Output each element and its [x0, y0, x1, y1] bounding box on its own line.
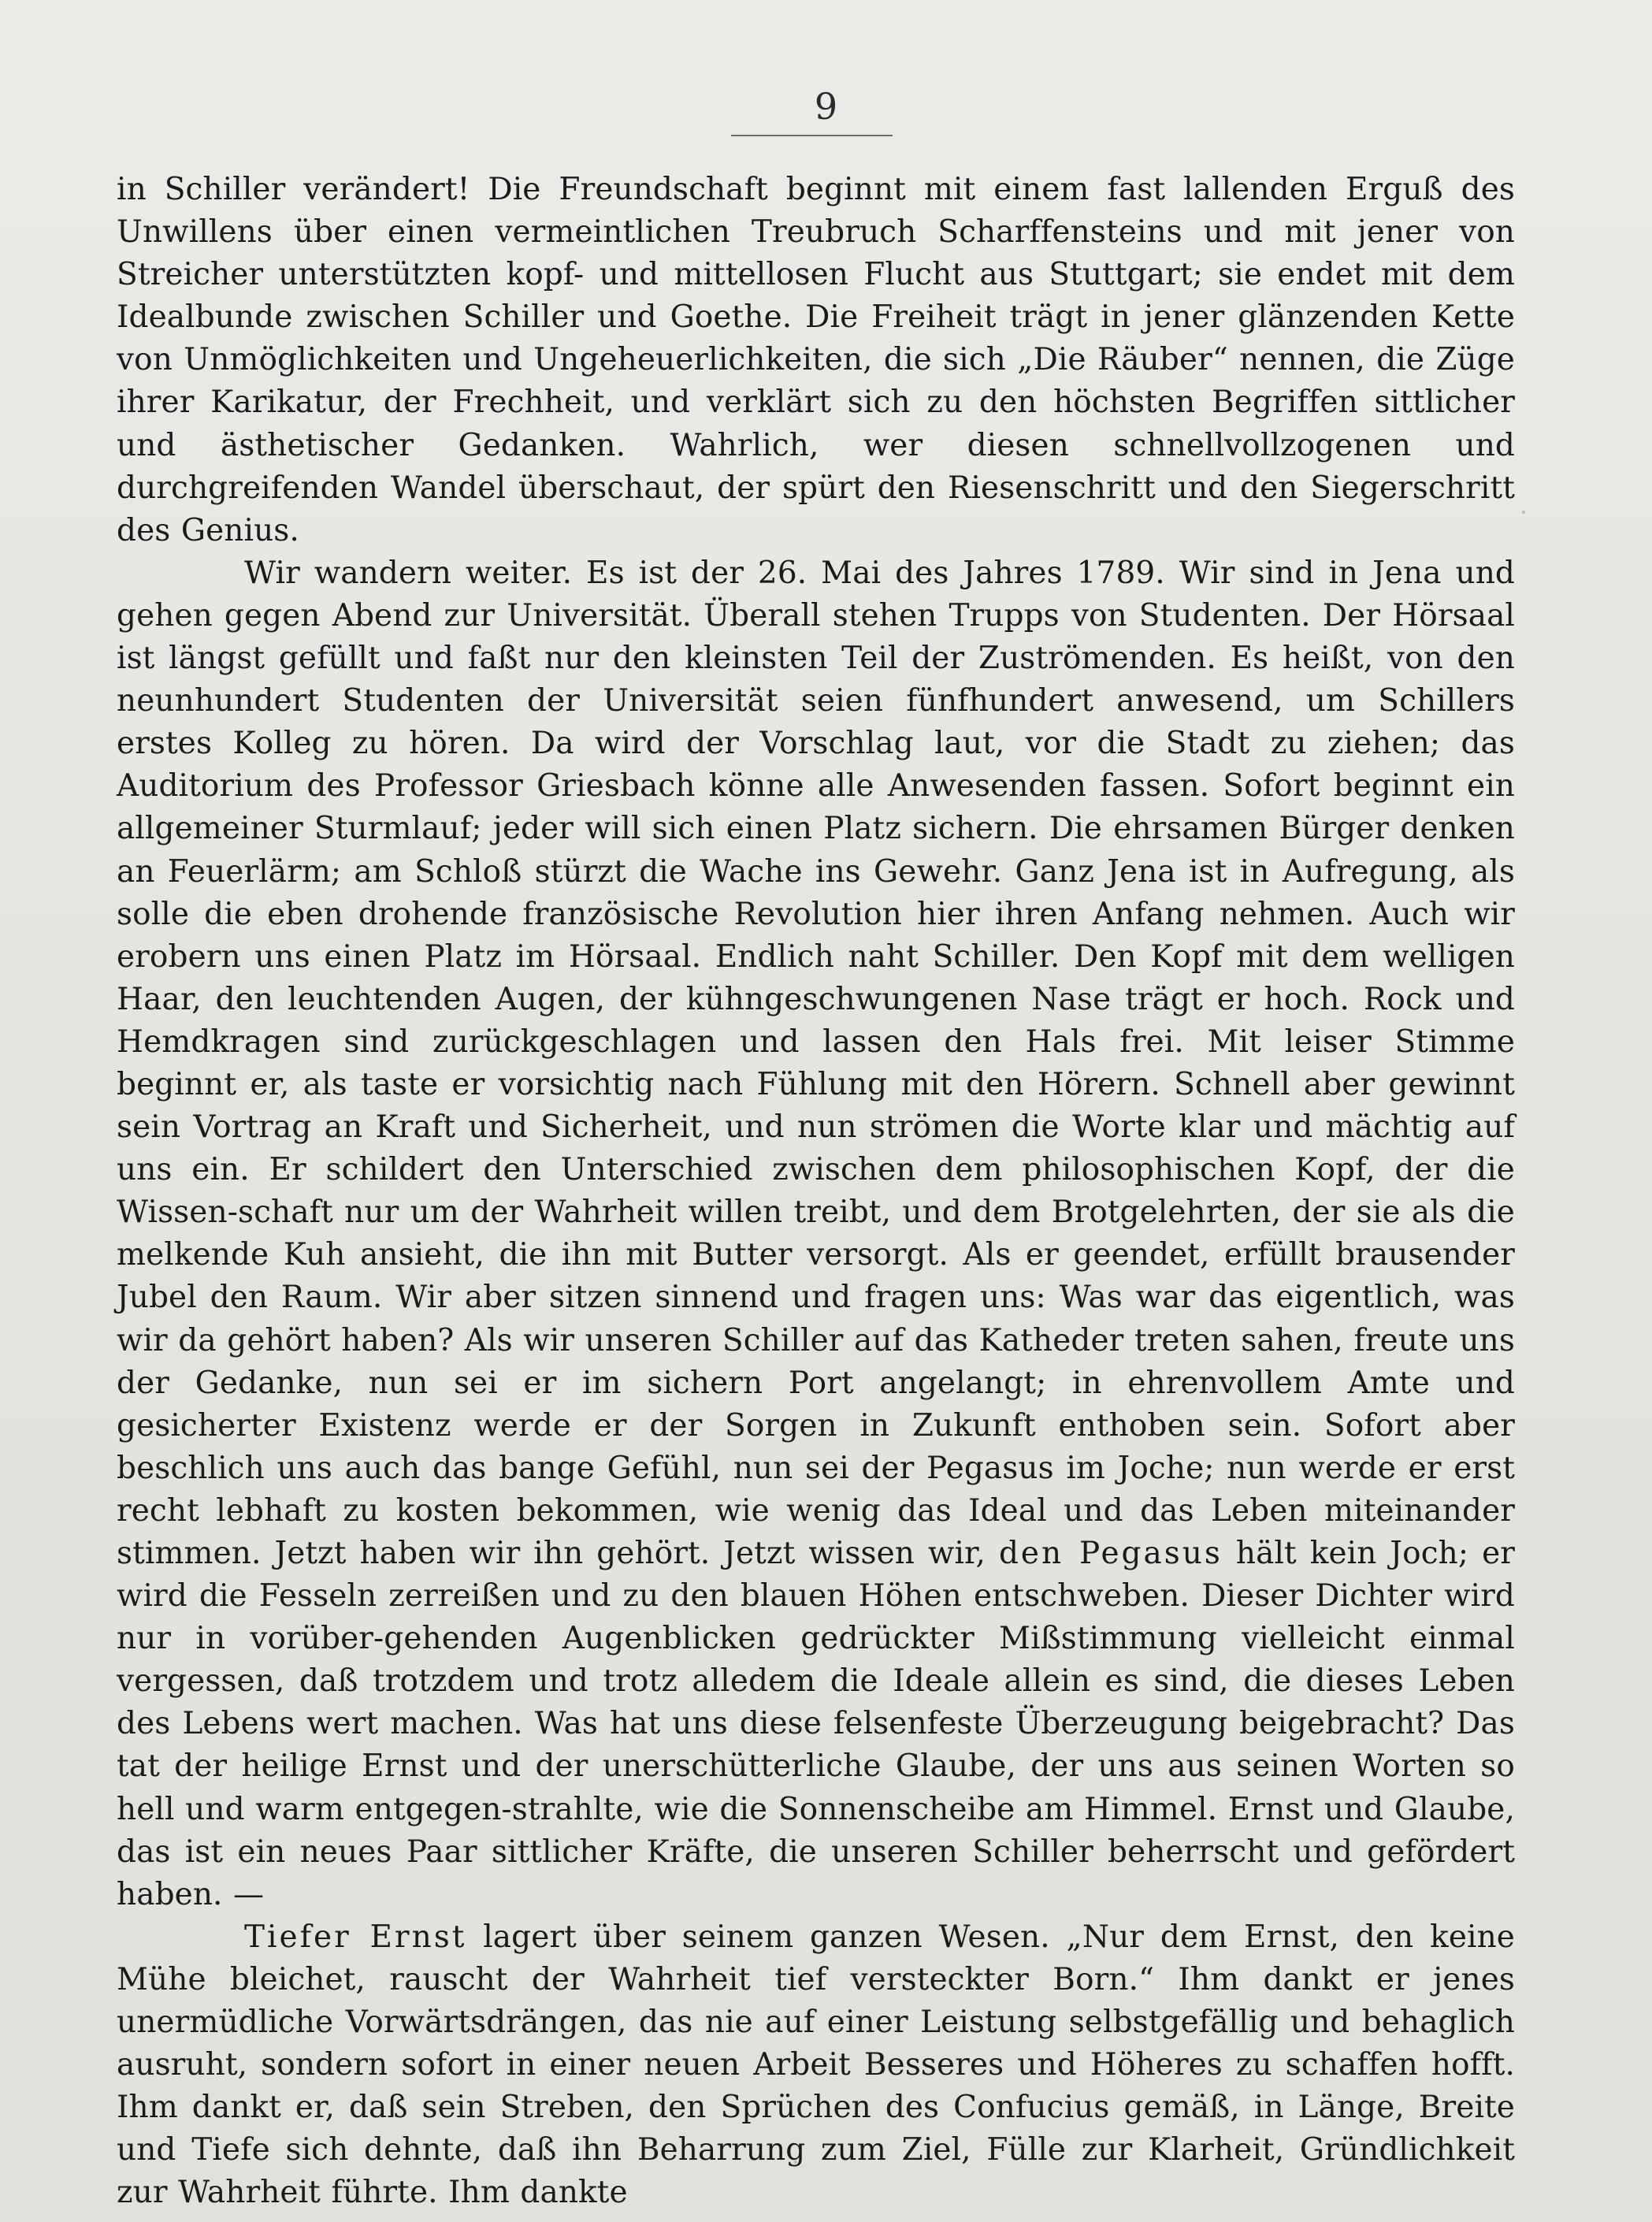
page-body [117, 169, 1515, 2215]
page-number: 9 [814, 85, 838, 128]
paragraph-2 [117, 552, 1515, 1916]
paragraph-3 [117, 1916, 1515, 2215]
page-number-rule [731, 135, 893, 136]
paper-speckle [1522, 511, 1525, 514]
paragraph-1 [117, 169, 1515, 552]
paper-speckle [794, 2161, 797, 2164]
paragraph-1-text: in Schiller verändert! Die Freundschaft beginnt mit einem fast lallenden Erguß des Unwillens über einen vermeintlichen Treubruch Scharffensteins und mit jener von Streicher unterstützten kopf- und mittellosen Flucht aus Stuttgart; sie endet mit dem Idealbunde zwischen Schiller und Goethe. Die Freiheit trägt in jener glänzenden Kette von Unmöglichkeiten und Ungeheuerlichkeiten, die sich „Die Räuber“ nennen, die Züge ihrer Karikatur, der Frechheit, und verklärt sich zu den höchsten Begriffen sittlicher und ästhetischer Gedanken. Wahrlich, wer diesen schnellvollzogenen und durchgreifenden Wandel überschaut, der spürt den Riesenschritt und den Siegerschritt des Genius. [117, 172, 1515, 548]
paragraph-2-text-before: Wir wandern weiter. Es ist der 26. Mai des Jahres 1789. Wir sind in Jena und gehen gegen Abend zur Universität. Überall stehen Trupps von Studenten. Der Hörsaal ist längst gefüllt und faßt nur den kleinsten Teil der Zuströmenden. Es heißt, von den neunhundert Studenten der Universität seien fünfhundert anwesend, um Schillers erstes Kolleg zu hören. Da wird der Vorschlag laut, vor die Stadt zu ziehen; das Auditorium des Professor Griesbach könne alle Anwesenden fassen. Sofort beginnt ein allgemeiner Sturmlauf; jeder will sich einen Platz sichern. Die ehrsamen Bürger denken an Feuerlärm; am Schloß stürzt die Wache ins Gewehr. Ganz Jena ist in Aufregung, als solle die eben drohende französische Revolution hier ihren Anfang nehmen. Auch wir erobern uns einen Platz im Hörsaal. Endlich naht Schiller. Den Kopf mit dem welligen Haar, den leuchtenden Augen, der kühngeschwungenen Nase trägt er hoch. Rock und Hemdkragen sind zurückgeschlagen und lassen den Hals frei. Mit leiser Stimme beginnt er, als taste er vorsichtig nach Fühlung mit den Hörern. Schnell aber gewinnt sein Vortrag an Kraft und Sicherheit, und nun strömen die Worte klar und mächtig auf uns ein. Er schildert den Unterschied zwischen dem philosophischen Kopf, der die Wissen-schaft nur um der Wahrheit willen treibt, und dem Brotgelehrten, der sie als die melkende Kuh ansieht, die ihn mit Butter versorgt. Als er geendet, erfüllt brausender Jubel den Raum. Wir aber sitzen sinnend und fragen uns: Was war das eigentlich, was wir da gehört haben? Als wir unseren Schiller auf das Katheder treten sahen, freute uns der Gedanke, nun sei er im sichern Port angelangt; in ehrenvollem Amte und gesicherter Existenz werde er der Sorgen in Zukunft enthoben sein. Sofort aber beschlich uns auch das bange Gefühl, nun sei der Pegasus im Joche; nun werde er erst recht lebhaft zu kosten bekommen, wie wenig das Ideal und das Leben miteinander stimmen. Jetzt haben wir ihn gehört. Jetzt wissen wir, [117, 555, 1516, 1571]
paragraph-2-emphasis: den Pegasus [998, 1536, 1223, 1571]
paragraph-3-text: lagert über seinem ganzen Wesen. „Nur dem Ernst, den keine Mühe bleichet, rauscht der Wahrheit tief versteckter Born.“ Ihm dankt er jenes unermüdliche Vorwärtsdrängen, das nie auf einer Leistung selbstgefällig und behaglich ausruht, sondern sofort in einer neuen Arbeit Besseres und Höheres zu schaffen hofft. Ihm dankt er, daß sein Streben, den Sprüchen des Confucius gemäß, in Länge, Breite und Tiefe sich dehnte, daß ihn Beharrung zum Ziel, Fülle zur Klarheit, Gründlichkeit zur Wahrheit führte. Ihm dankte [117, 1919, 1515, 2211]
paragraph-3-emphasis: Tiefer Ernst [244, 1919, 467, 1955]
paragraph-2-text-after: hält kein Joch; er wird die Fesseln zerreißen und zu den blauen Höhen entschweben. Dieser Dichter wird nur in vorüber-gehenden Augenblicken gedrückter Mißstimmung vielleicht einmal vergessen, daß trotzdem und trotz alledem die Ideale allein es sind, die dieses Leben des Lebens wert machen. Was hat uns diese felsenfeste Überzeugung beigebracht? Das tat der heilige Ernst und der unerschütterliche Glaube, der uns aus seinen Worten so hell und warm entgegen-strahlte, wie die Sonnenscheibe am Himmel. Ernst und Glaube, das ist ein neues Paar sittlicher Kräfte, die unseren Schiller beherrscht und gefördert haben. — [117, 1536, 1516, 1912]
